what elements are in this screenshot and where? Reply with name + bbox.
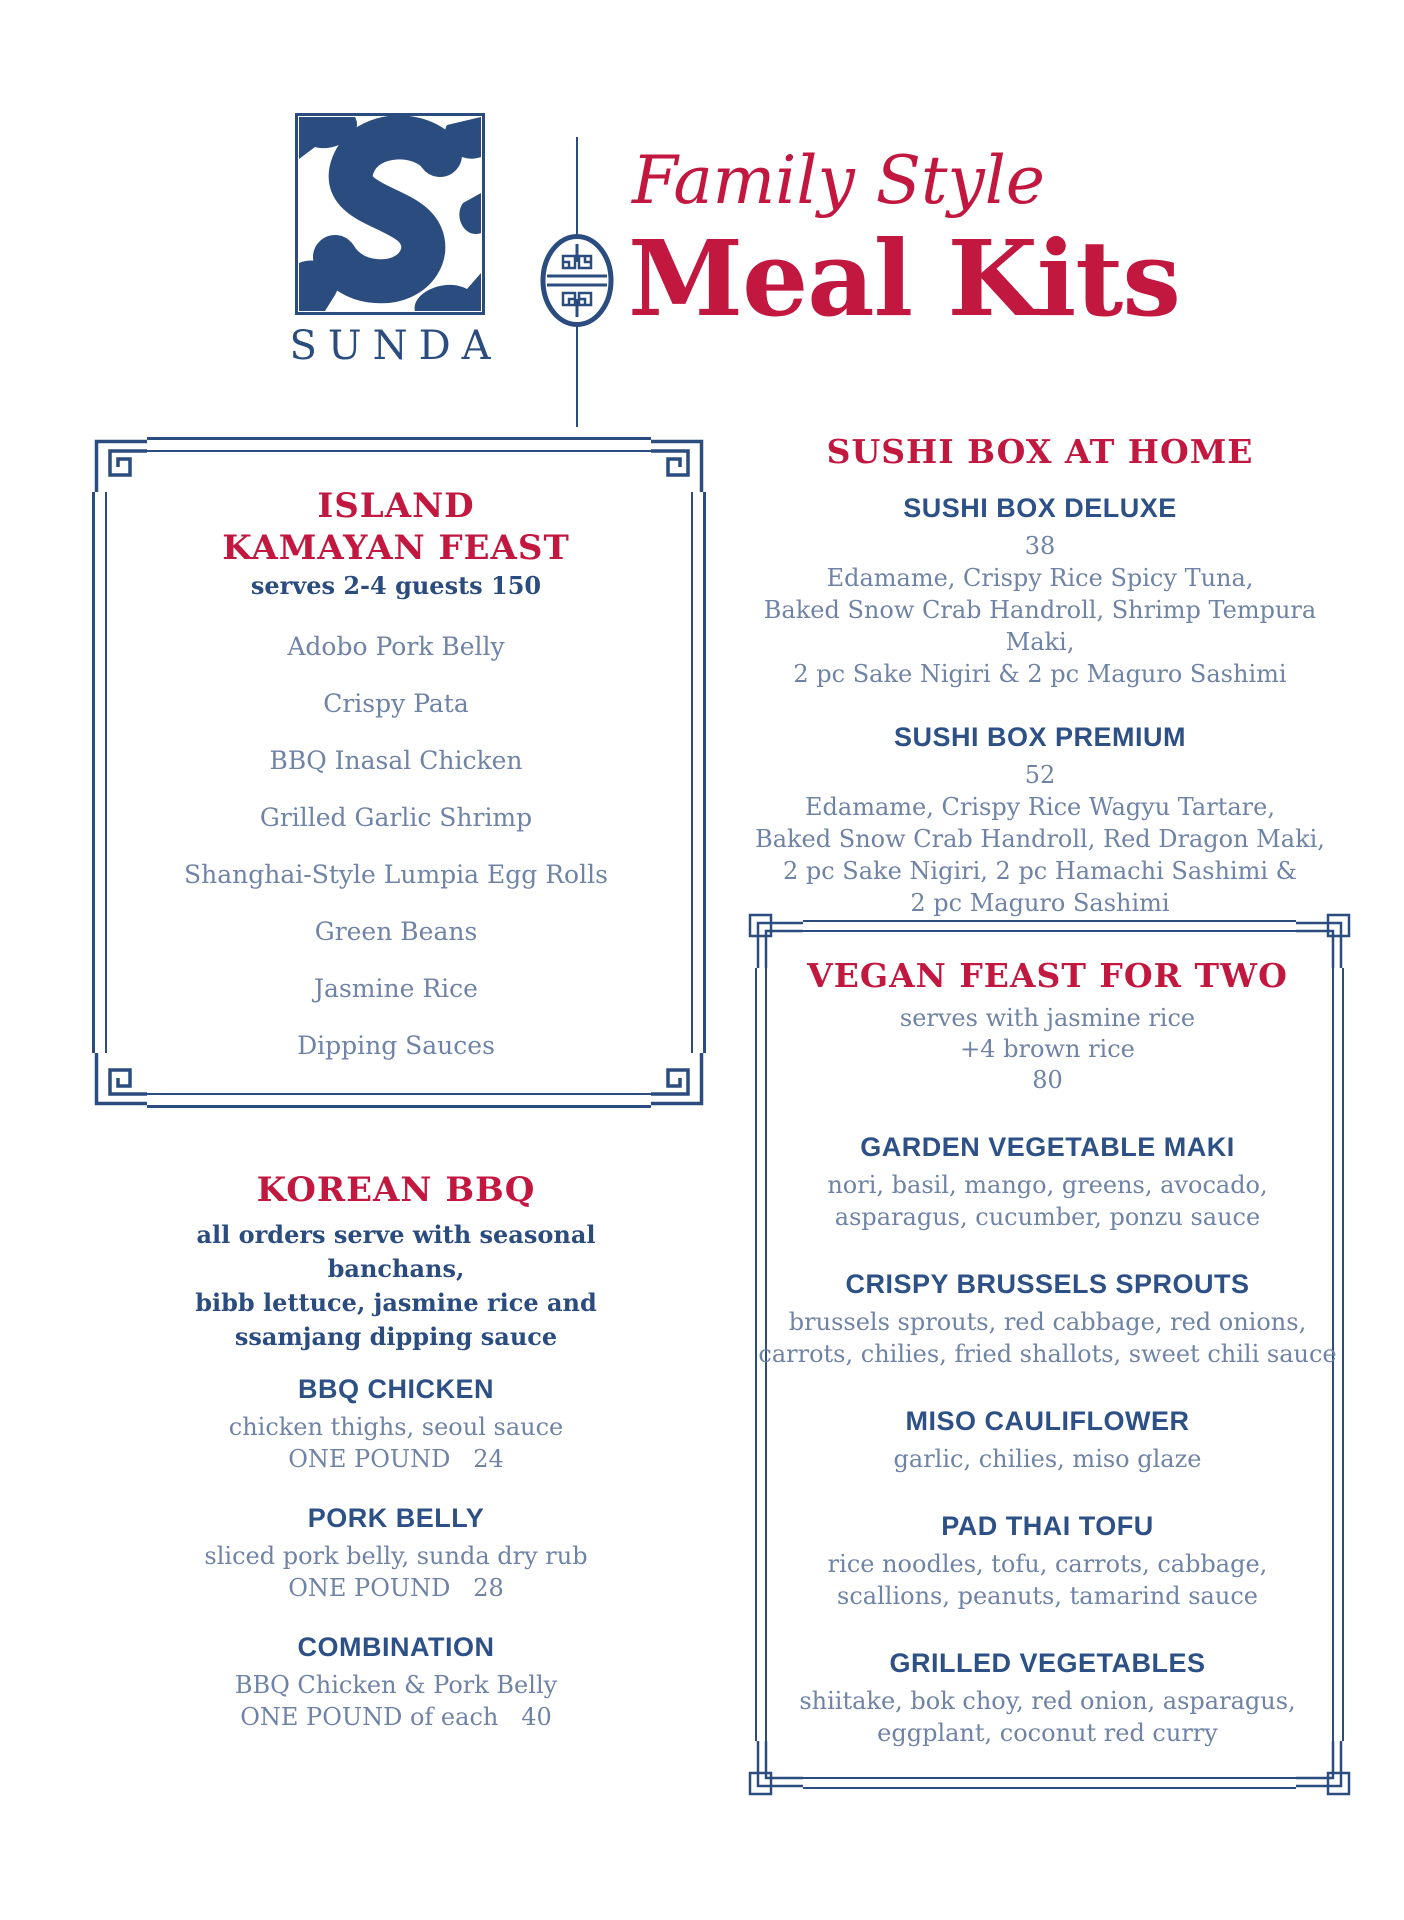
island-feast-section bbox=[92, 485, 700, 1088]
vegan-feast-section bbox=[755, 956, 1340, 1783]
menu-entry-title: MISO CAULIFLOWER bbox=[905, 1406, 1190, 1436]
menu-entry-line: eggplant, coconut red curry bbox=[877, 1719, 1218, 1747]
list-item: BBQ Inasal Chicken bbox=[269, 746, 523, 775]
list-item: +4 brown rice bbox=[960, 1035, 1135, 1063]
vegan-feast-entries bbox=[755, 1130, 1340, 1749]
list-item: Crispy Pata bbox=[323, 689, 469, 718]
menu-entry-line: Edamame, Crispy Rice Spicy Tuna, bbox=[826, 564, 1254, 592]
island-title-line1: ISLAND bbox=[317, 486, 475, 526]
korean-bbq-subtitle bbox=[132, 1218, 660, 1354]
list-item: all orders serve with seasonal banchans, bbox=[196, 1220, 596, 1283]
menu-entry bbox=[132, 1501, 660, 1604]
menu-entry-line: ONE POUND 28 bbox=[288, 1574, 504, 1602]
menu-entry bbox=[730, 491, 1350, 690]
sunda-logo-mark bbox=[295, 113, 485, 315]
menu-entry-title: BBQ CHICKEN bbox=[297, 1374, 494, 1404]
vegan-feast-subtitle bbox=[755, 1003, 1340, 1096]
menu-entry-title: SUSHI BOX PREMIUM bbox=[893, 722, 1187, 752]
list-item: serves with jasmine rice bbox=[899, 1004, 1196, 1032]
menu-entry-line: 38 bbox=[1024, 532, 1056, 560]
menu-entry-line: scallions, peanuts, tamarind sauce bbox=[837, 1582, 1258, 1610]
list-item: Grilled Garlic Shrimp bbox=[259, 803, 533, 832]
menu-entry-line: garlic, chilies, miso glaze bbox=[893, 1445, 1202, 1473]
menu-entry-line: Edamame, Crispy Rice Wagyu Tartare, bbox=[805, 793, 1275, 821]
korean-bbq-title: KOREAN BBQ bbox=[256, 1170, 536, 1210]
greek-key-corner-icon bbox=[651, 432, 711, 492]
page-title-script: Family Style bbox=[632, 142, 1045, 219]
logo-wordmark: SUNDA bbox=[289, 323, 502, 369]
menu-entry-line: Baked Snow Crab Handroll, Shrimp Tempura Maki, bbox=[763, 596, 1324, 656]
list-item: Adobo Pork Belly bbox=[287, 632, 505, 661]
menu-entry-line: 2 pc Sake Nigiri & 2 pc Maguro Sashimi bbox=[793, 660, 1287, 688]
menu-entry-line: sliced pork belly, sunda dry rub bbox=[204, 1542, 588, 1570]
sushi-box-entries bbox=[730, 491, 1350, 919]
list-item: ssamjang dipping sauce bbox=[234, 1322, 558, 1351]
menu-entry-line: ONE POUND of each 40 bbox=[240, 1703, 552, 1731]
island-title-line2: KAMAYAN FEAST bbox=[222, 528, 570, 568]
list-item: 80 bbox=[1032, 1066, 1063, 1094]
menu-entry bbox=[730, 720, 1350, 919]
menu-entry-line: 2 pc Sake Nigiri, 2 pc Hamachi Sashimi & bbox=[782, 857, 1298, 885]
menu-entry bbox=[755, 1404, 1340, 1475]
list-item: Jasmine Rice bbox=[314, 974, 478, 1003]
list-item: bibb lettuce, jasmine rice and bbox=[195, 1288, 597, 1317]
menu-entry-line: rice noodles, tofu, carrots, cabbage, bbox=[827, 1550, 1268, 1578]
menu-entry-line: chicken thighs, seoul sauce bbox=[228, 1413, 564, 1441]
longevity-medallion-icon bbox=[539, 232, 615, 329]
island-feast-title bbox=[92, 485, 700, 569]
menu-entry-line: nori, basil, mango, greens, avocado, bbox=[827, 1171, 1268, 1199]
menu-entry-title: GRILLED VEGETABLES bbox=[889, 1648, 1206, 1678]
menu-entry-line: BBQ Chicken & Pork Belly bbox=[234, 1671, 558, 1699]
sunda-abstract-s-icon bbox=[295, 113, 485, 315]
menu-entry-line: shiitake, bok choy, red onion, asparagus, bbox=[799, 1687, 1296, 1715]
menu-entry-line: carrots, chilies, fried shallots, sweet chili sauce bbox=[758, 1340, 1337, 1368]
menu-entry bbox=[755, 1130, 1340, 1233]
list-item: Green Beans bbox=[314, 917, 478, 946]
menu-entry bbox=[132, 1630, 660, 1733]
menu-entry bbox=[132, 1372, 660, 1475]
page-title-main: Meal Kits bbox=[628, 217, 1180, 340]
menu-entry-title: PAD THAI TOFU bbox=[941, 1511, 1154, 1541]
menu-entry-line: ONE POUND 24 bbox=[288, 1445, 504, 1473]
menu-entry bbox=[755, 1509, 1340, 1612]
menu-entry-line: brussels sprouts, red cabbage, red onions, bbox=[788, 1308, 1307, 1336]
menu-entry-title: GARDEN VEGETABLE MAKI bbox=[860, 1132, 1235, 1162]
sushi-box-section bbox=[730, 432, 1350, 949]
vegan-feast-title: VEGAN FEAST FOR TWO bbox=[807, 956, 1288, 995]
island-feast-subtitle: serves 2-4 guests 150 bbox=[250, 571, 542, 600]
menu-entry bbox=[755, 1267, 1340, 1370]
menu-entry-line: 2 pc Maguro Sashimi bbox=[910, 889, 1170, 917]
menu-entry-line: asparagus, cucumber, ponzu sauce bbox=[834, 1203, 1261, 1231]
menu-entry-title: PORK BELLY bbox=[307, 1503, 485, 1533]
greek-key-corner-icon bbox=[87, 432, 147, 492]
island-feast-items bbox=[92, 632, 700, 1060]
korean-bbq-entries bbox=[132, 1372, 660, 1733]
menu-entry bbox=[755, 1646, 1340, 1749]
menu-entry-line: Baked Snow Crab Handroll, Red Dragon Maki, bbox=[755, 825, 1325, 853]
menu-entry-title: COMBINATION bbox=[297, 1632, 495, 1662]
menu-entry-title: CRISPY BRUSSELS SPROUTS bbox=[845, 1269, 1250, 1299]
korean-bbq-section bbox=[132, 1170, 660, 1759]
list-item: Dipping Sauces bbox=[297, 1031, 495, 1060]
list-item: Shanghai-Style Lumpia Egg Rolls bbox=[184, 860, 608, 889]
sushi-box-title: SUSHI BOX AT HOME bbox=[826, 432, 1254, 471]
menu-entry-title: SUSHI BOX DELUXE bbox=[903, 493, 1177, 523]
menu-entry-line: 52 bbox=[1024, 761, 1056, 789]
